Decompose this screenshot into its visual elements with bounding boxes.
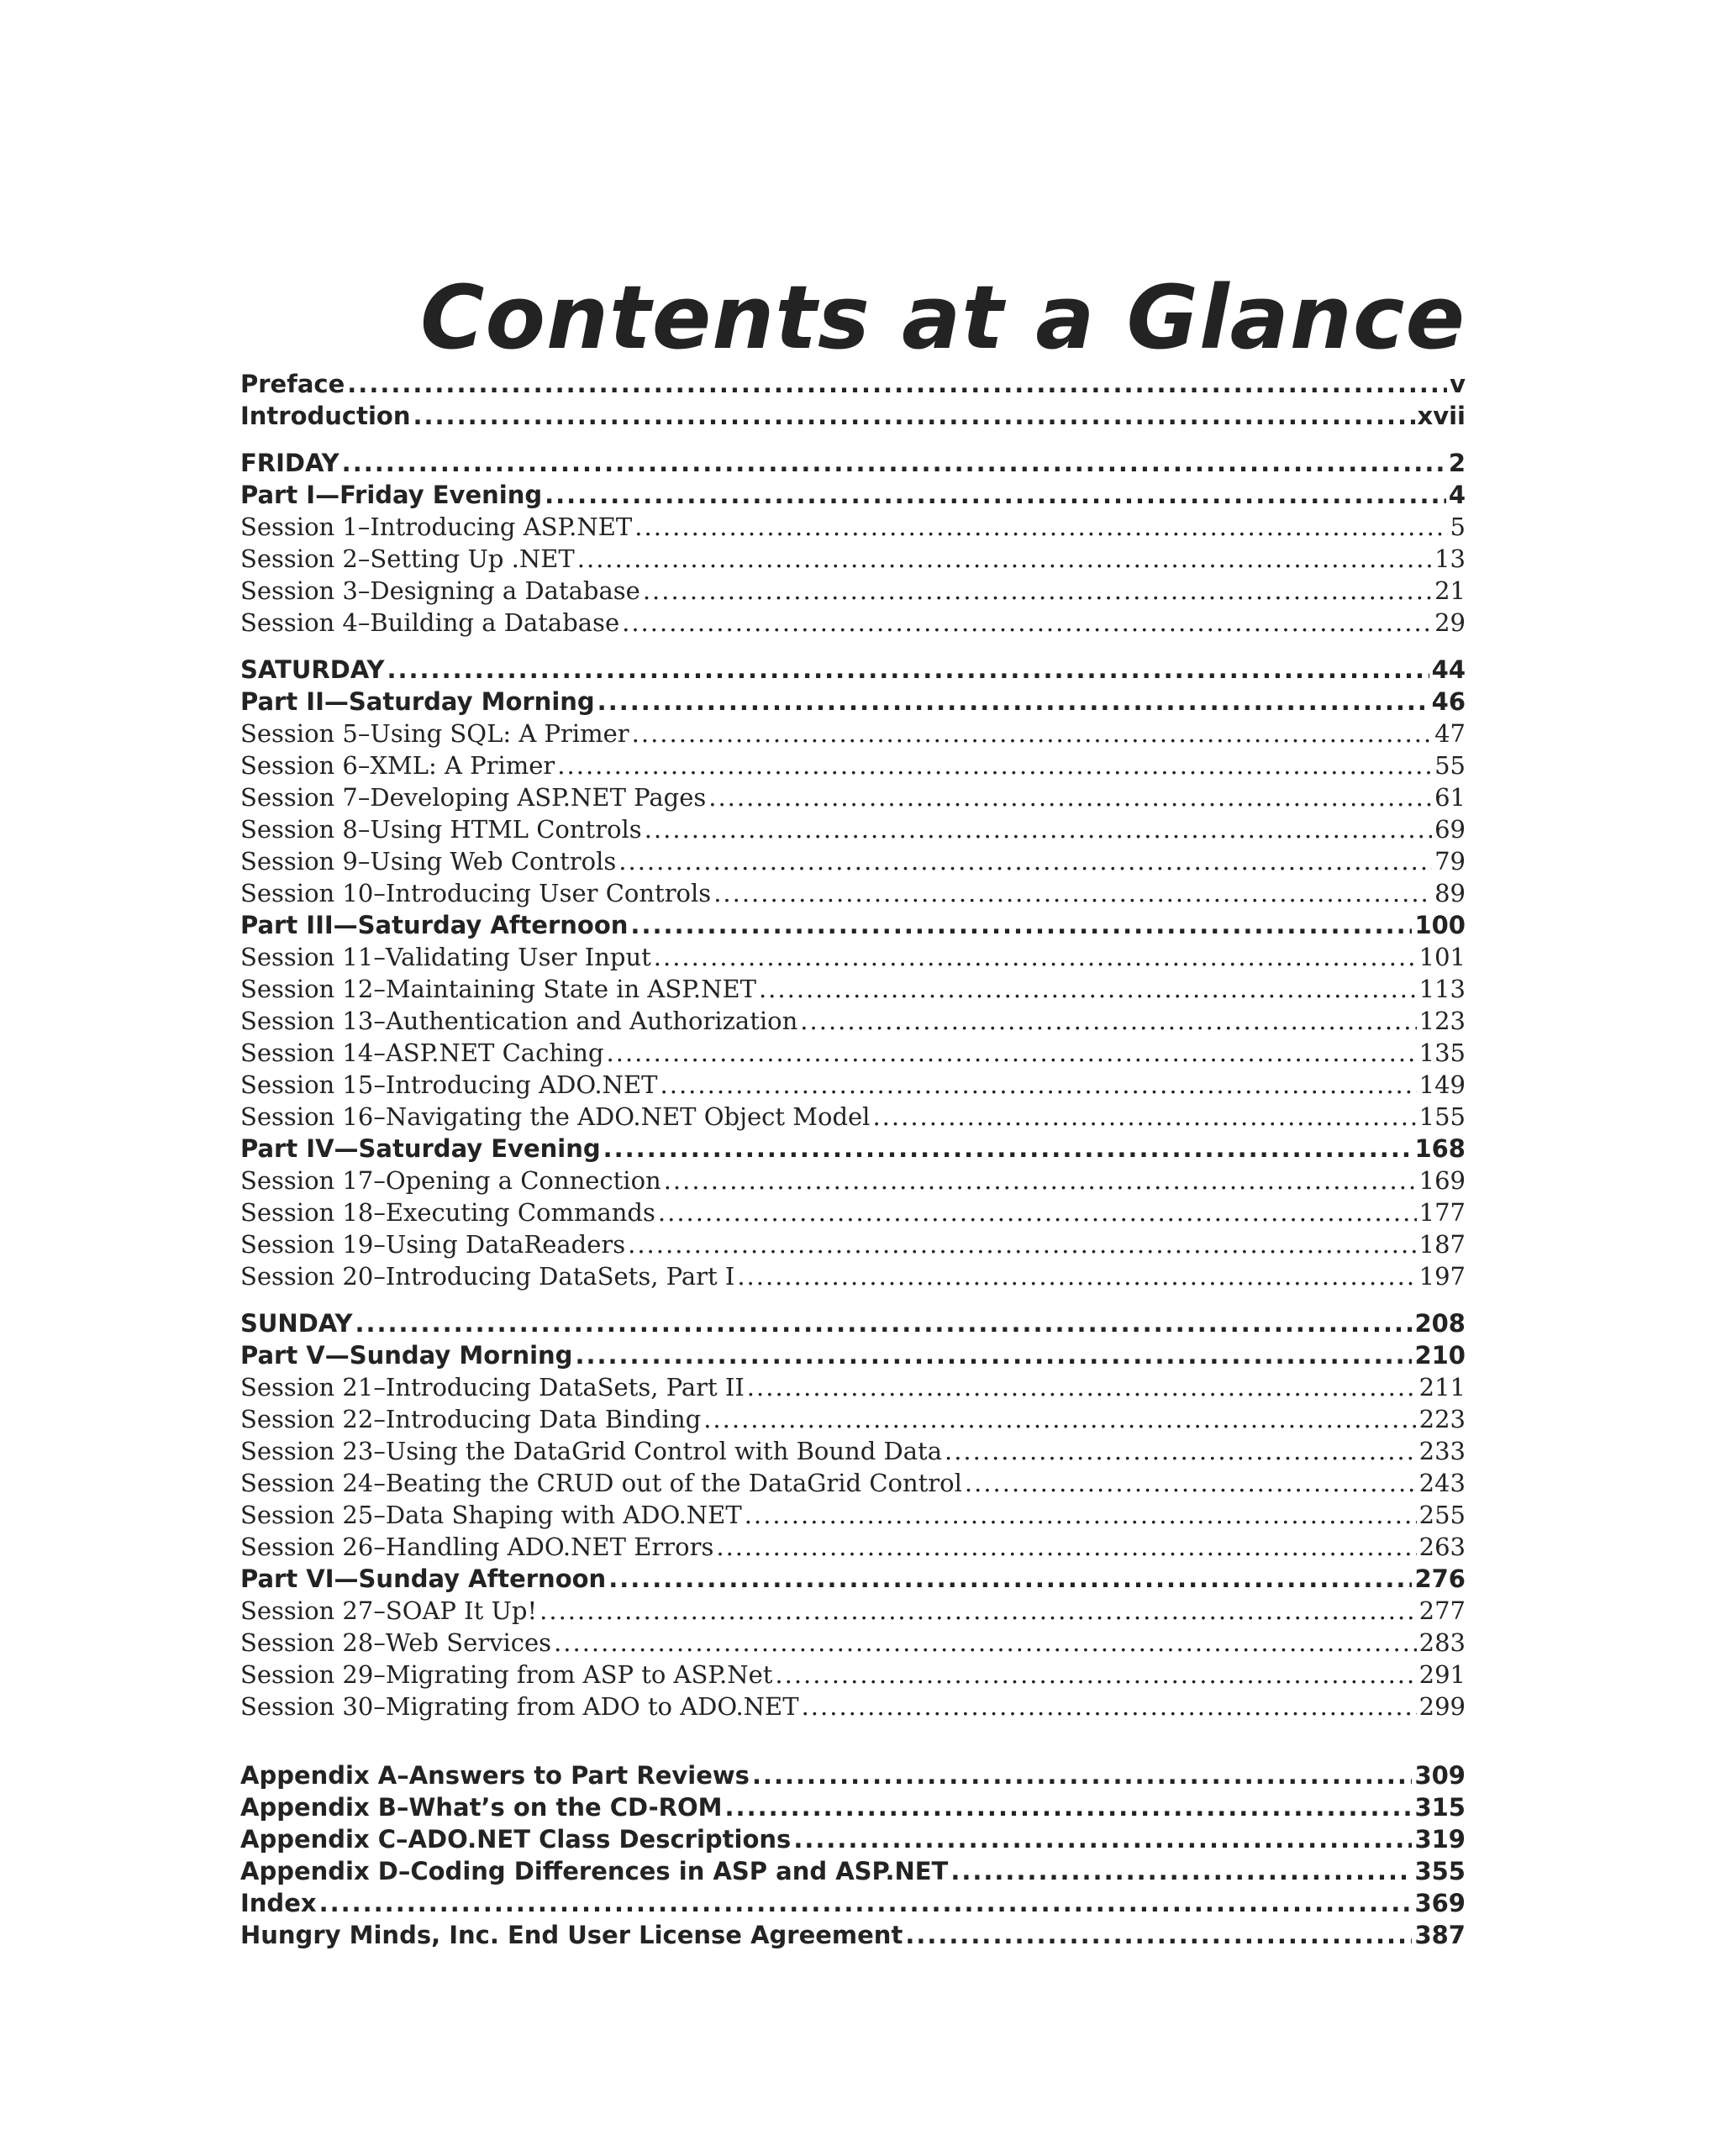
dot-leader — [950, 1855, 1412, 1887]
toc-entry-session[interactable] — [240, 718, 1466, 749]
toc-entry-session[interactable] — [240, 1659, 1466, 1691]
toc-entry-page: 89 — [1434, 879, 1466, 907]
toc-entry-page: 177 — [1418, 1198, 1466, 1227]
toc-entry-label: Appendix D–Coding Differences in ASP and ASP.NET — [240, 1857, 949, 1885]
toc-entry-label: Hungry Minds, Inc. End User License Agreement — [240, 1921, 903, 1949]
toc-entry-label: Appendix B–What’s on the CD-ROM — [240, 1793, 723, 1822]
toc-entry-page: 223 — [1418, 1405, 1466, 1433]
toc-entry-label: FRIDAY — [240, 449, 339, 477]
toc-entry-page: 5 — [1450, 513, 1466, 541]
dot-leader — [387, 654, 1429, 686]
dot-leader — [355, 1307, 1412, 1339]
toc-entry-label: Session 9–Using Web Controls — [240, 847, 617, 876]
toc-entry-session[interactable] — [240, 1531, 1466, 1563]
toc-entry-page: 21 — [1434, 576, 1466, 605]
toc-entry-session[interactable] — [240, 845, 1466, 877]
dot-leader — [775, 1659, 1416, 1691]
toc-entry-page: 299 — [1418, 1692, 1466, 1721]
toc-entry-page: xvii — [1417, 402, 1466, 430]
toc-entry-label: Session 13–Authentication and Authorization — [240, 1007, 798, 1035]
toc-entry-session[interactable] — [240, 813, 1466, 845]
toc-entry-page: 44 — [1431, 655, 1466, 684]
toc-entry-session[interactable] — [240, 749, 1466, 781]
toc-entry-session[interactable] — [240, 877, 1466, 909]
toc-entry-page: 263 — [1418, 1533, 1466, 1561]
toc-entry-label: Session 29–Migrating from ASP to ASP.Net — [240, 1660, 773, 1689]
dot-leader — [800, 1005, 1416, 1037]
toc-entry-introduction[interactable] — [240, 400, 1466, 432]
toc-entry-page: 100 — [1414, 911, 1466, 939]
toc-entry-part-5[interactable] — [240, 1339, 1466, 1371]
dot-leader — [554, 1627, 1417, 1659]
dot-leader — [575, 1339, 1412, 1371]
toc-entry-label: Part III—Saturday Afternoon — [240, 911, 629, 939]
dot-leader — [658, 1196, 1417, 1228]
toc-entry-page: 210 — [1414, 1341, 1466, 1370]
toc-entry-label: Part II—Saturday Morning — [240, 687, 595, 716]
toc-entry-label: Session 23–Using the DataGrid Control with Bound Data — [240, 1437, 942, 1465]
toc-entry-label: Index — [240, 1889, 317, 1917]
toc-entry-page: 123 — [1418, 1007, 1466, 1035]
dot-leader — [539, 1595, 1417, 1627]
toc-entry-page: 276 — [1414, 1564, 1466, 1593]
dot-leader — [703, 1403, 1416, 1435]
toc-entry-session[interactable] — [240, 1627, 1466, 1659]
toc-entry-page: 233 — [1418, 1437, 1466, 1465]
dot-leader — [905, 1919, 1412, 1951]
dot-leader — [661, 1069, 1417, 1101]
dot-leader — [634, 511, 1447, 543]
dot-leader — [872, 1101, 1416, 1133]
dot-leader — [745, 1499, 1417, 1531]
toc-entry-label: Session 25–Data Shaping with ADO.NET — [240, 1501, 742, 1529]
toc-entry-license-agreement[interactable] — [240, 1919, 1466, 1951]
dot-leader — [577, 543, 1432, 575]
dot-leader — [716, 1531, 1416, 1563]
toc-entry-session[interactable] — [240, 941, 1466, 973]
toc-entry-label: Session 19–Using DataReaders — [240, 1230, 626, 1259]
toc-entry-page: 79 — [1434, 847, 1466, 876]
toc-entry-label: Session 18–Executing Commands — [240, 1198, 655, 1227]
toc-entry-page: 47 — [1434, 719, 1466, 748]
toc-entry-page: 2 — [1448, 449, 1466, 477]
dot-leader — [645, 813, 1432, 845]
toc-entry-page: 149 — [1418, 1070, 1466, 1099]
toc-entry-session[interactable] — [240, 1403, 1466, 1435]
toc-entry-page: 309 — [1414, 1761, 1466, 1790]
toc-entry-label: Session 14–ASP.NET Caching — [240, 1039, 604, 1067]
toc-entry-page: 29 — [1434, 608, 1466, 637]
toc-entry-page: 387 — [1414, 1921, 1466, 1949]
toc-entry-appendix-b[interactable] — [240, 1791, 1466, 1823]
toc-entry-page: 211 — [1418, 1373, 1466, 1401]
toc-entry-page: 169 — [1418, 1166, 1466, 1195]
toc-entry-appendix-d[interactable] — [240, 1855, 1466, 1887]
dot-leader — [557, 749, 1432, 781]
toc-entry-label: Session 20–Introducing DataSets, Part I — [240, 1262, 735, 1291]
toc-entry-sunday[interactable] — [240, 1307, 1466, 1339]
dot-leader — [622, 607, 1432, 639]
dot-leader — [752, 1759, 1413, 1791]
toc-entry-page: 197 — [1418, 1262, 1466, 1291]
toc-entry-page: 291 — [1418, 1660, 1466, 1689]
toc-entry-label: Session 7–Developing ASP.NET Pages — [240, 783, 707, 812]
dot-leader — [802, 1691, 1417, 1722]
dot-leader — [618, 845, 1432, 877]
toc-entry-page: 155 — [1418, 1102, 1466, 1131]
toc-entry-page: 13 — [1434, 544, 1466, 573]
toc-entry-session[interactable] — [240, 1101, 1466, 1133]
toc-entry-page: 208 — [1414, 1309, 1466, 1338]
toc-entry-page: 255 — [1418, 1501, 1466, 1529]
toc-entry-friday[interactable] — [240, 447, 1466, 479]
toc-entry-session[interactable] — [240, 1499, 1466, 1531]
dot-leader — [608, 1563, 1412, 1595]
dot-leader — [945, 1435, 1417, 1467]
dot-leader — [725, 1791, 1413, 1823]
toc-entry-label: Appendix A–Answers to Part Reviews — [240, 1761, 750, 1790]
toc-entry-part-1[interactable] — [240, 479, 1466, 511]
toc-entry-session[interactable] — [240, 1371, 1466, 1403]
toc-entry-page: 61 — [1434, 783, 1466, 812]
toc-entry-page: 168 — [1414, 1134, 1466, 1163]
toc-entry-page: 55 — [1434, 751, 1466, 780]
toc-entry-session[interactable] — [240, 1069, 1466, 1101]
toc-entry-page: 4 — [1448, 481, 1466, 509]
toc-entry-label: Introduction — [240, 402, 411, 430]
toc-entry-session[interactable] — [240, 543, 1466, 575]
dot-leader — [737, 1260, 1416, 1292]
toc-entry-page: 69 — [1434, 815, 1466, 844]
toc-entry-label: Session 3–Designing a Database — [240, 576, 640, 605]
toc-entry-label: Session 2–Setting Up .NET — [240, 544, 575, 573]
toc-entry-label: Session 10–Introducing User Controls — [240, 879, 712, 907]
toc-entry-session[interactable] — [240, 1260, 1466, 1292]
toc-entry-session[interactable] — [240, 1196, 1466, 1228]
toc-entry-session[interactable] — [240, 575, 1466, 607]
dot-leader — [965, 1467, 1417, 1499]
toc-entry-label: Session 16–Navigating the ADO.NET Object Model — [240, 1102, 871, 1131]
toc-entry-label: Session 11–Validating User Input — [240, 943, 651, 971]
toc-entry-label: Session 27–SOAP It Up! — [240, 1596, 538, 1625]
toc-entry-page: 101 — [1418, 943, 1466, 971]
toc-entry-saturday[interactable] — [240, 654, 1466, 686]
toc-entry-session[interactable] — [240, 1691, 1466, 1722]
toc-entry-page: 187 — [1418, 1230, 1466, 1259]
toc-entry-session[interactable] — [240, 1595, 1466, 1627]
toc-entry-session[interactable] — [240, 781, 1466, 813]
toc-entry-session[interactable] — [240, 1435, 1466, 1467]
dot-leader — [630, 909, 1412, 941]
toc-entry-page: 113 — [1418, 975, 1466, 1003]
dot-leader — [759, 973, 1417, 1005]
toc-entry-page: 315 — [1414, 1793, 1466, 1822]
toc-entry-label: SUNDAY — [240, 1309, 353, 1338]
toc-entry-label: SATURDAY — [240, 655, 385, 684]
dot-leader — [793, 1823, 1412, 1855]
toc-entry-preface[interactable] — [240, 368, 1466, 400]
dot-leader — [603, 1133, 1413, 1165]
toc-entry-label: Appendix C–ADO.NET Class Descriptions — [240, 1825, 792, 1854]
toc-entry-label: Session 12–Maintaining State in ASP.NET — [240, 975, 756, 1003]
dot-leader — [545, 479, 1446, 511]
toc-entry-page: 319 — [1414, 1825, 1466, 1854]
toc-entry-session[interactable] — [240, 1037, 1466, 1069]
toc-entry-label: Session 30–Migrating from ADO to ADO.NET — [240, 1692, 799, 1721]
dot-leader — [342, 447, 1446, 479]
toc-entry-page: v — [1450, 370, 1466, 398]
dot-leader — [597, 686, 1429, 718]
toc-entry-session[interactable] — [240, 1005, 1466, 1037]
toc-entry-session[interactable] — [240, 607, 1466, 639]
toc-entry-page: 355 — [1414, 1857, 1466, 1885]
toc-entry-label: Session 26–Handling ADO.NET Errors — [240, 1533, 714, 1561]
toc-entry-label: Part VI—Sunday Afternoon — [240, 1564, 607, 1593]
toc-entry-label: Part V—Sunday Morning — [240, 1341, 573, 1370]
page-title: Contents at a Glance — [420, 266, 1466, 369]
toc-entry-page: 46 — [1431, 687, 1466, 716]
toc-entry-label: Session 8–Using HTML Controls — [240, 815, 642, 844]
dot-leader — [708, 781, 1432, 813]
toc-entry-label: Session 15–Introducing ADO.NET — [240, 1070, 658, 1099]
toc-entry-label: Session 21–Introducing DataSets, Part II — [240, 1373, 745, 1401]
toc-entry-appendix-a[interactable] — [240, 1759, 1466, 1791]
dot-leader — [632, 718, 1432, 749]
toc-entry-page: 135 — [1418, 1039, 1466, 1067]
dot-leader — [713, 877, 1432, 909]
toc-entry-label: Session 17–Opening a Connection — [240, 1166, 661, 1195]
toc-entry-session[interactable] — [240, 1467, 1466, 1499]
toc-entry-label: Session 22–Introducing Data Binding — [240, 1405, 702, 1433]
dot-leader — [747, 1371, 1417, 1403]
toc-entry-part-6[interactable] — [240, 1563, 1466, 1595]
toc-entry-page: 283 — [1418, 1628, 1466, 1657]
dot-leader — [643, 575, 1432, 607]
dot-leader — [347, 368, 1447, 400]
dot-leader — [607, 1037, 1417, 1069]
dot-leader — [319, 1887, 1413, 1919]
toc-entry-appendix-c[interactable] — [240, 1823, 1466, 1855]
toc-entry-session[interactable] — [240, 1228, 1466, 1260]
toc-entry-label: Session 4–Building a Database — [240, 608, 620, 637]
table-of-contents — [240, 368, 1466, 1951]
toc-entry-part-3[interactable] — [240, 909, 1466, 941]
dot-leader — [413, 400, 1415, 432]
toc-entry-page: 277 — [1418, 1596, 1466, 1625]
toc-entry-label: Part IV—Saturday Evening — [240, 1134, 601, 1163]
toc-entry-session[interactable] — [240, 973, 1466, 1005]
toc-entry-page: 243 — [1418, 1469, 1466, 1497]
toc-entry-label: Session 24–Beating the CRUD out of the DataGrid Control — [240, 1469, 962, 1497]
toc-entry-page: 369 — [1414, 1889, 1466, 1917]
toc-entry-session[interactable] — [240, 1165, 1466, 1196]
dot-leader — [654, 941, 1417, 973]
dot-leader — [664, 1165, 1417, 1196]
dot-leader — [628, 1228, 1417, 1260]
toc-entry-label: Session 28–Web Services — [240, 1628, 552, 1657]
toc-entry-part-2[interactable] — [240, 686, 1466, 718]
toc-entry-label: Session 1–Introducing ASP.NET — [240, 513, 633, 541]
toc-entry-label: Part I—Friday Evening — [240, 481, 543, 509]
toc-entry-label: Session 6–XML: A Primer — [240, 751, 555, 780]
toc-entry-index[interactable] — [240, 1887, 1466, 1919]
toc-entry-label: Session 5–Using SQL: A Primer — [240, 719, 629, 748]
toc-entry-session[interactable] — [240, 511, 1466, 543]
toc-entry-label: Preface — [240, 370, 345, 398]
toc-entry-part-4[interactable] — [240, 1133, 1466, 1165]
